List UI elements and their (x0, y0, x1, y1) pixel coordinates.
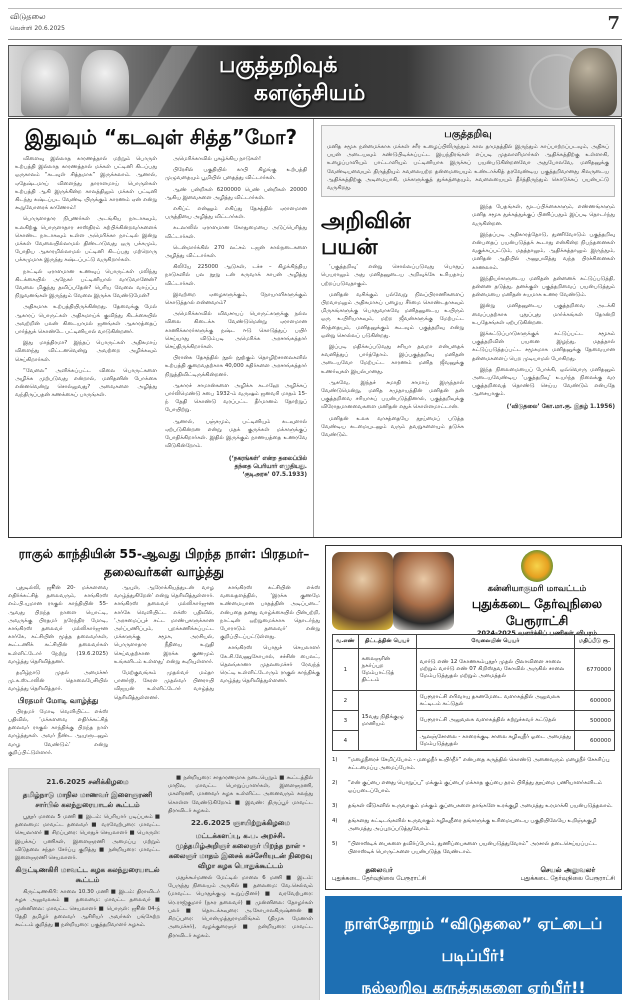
note-number: 1) (332, 757, 338, 763)
paragraph: மேற்குவங்கம் முதல்வர் மம்தா பானர்ஜி, கேரள முதல்வர் பினராயி விஜயன் உள்ளிட்டோர் வாழ்த்து தெரிவித்துள்ளனர். (114, 670, 214, 701)
row-work: பேரூராட்சி எரிவாயு தகனமேடை வளாகத்தில் அலுவலக கட்டிடம் கட்டுதல் (416, 691, 574, 711)
govt-advertisement (325, 545, 622, 890)
paragraph: கிலியே 225000 ஆடுகள், டச்ச – கிழக்கிந்திய நாடுகளில் பல நூறு டன் கருவாக் காபன் அழித்து விட்டார்கள். (165, 264, 307, 287)
note-item (332, 802, 615, 810)
paragraph: ஆகாரச் சாமான்களை அழிக்க கடாஹே அழிக்கப் பார்லிமெண்டு சபை 1932-ம் வருஷம் ஜனவரி மாதம் 15-ந் தேதி கொண்டு வரப்பட்ட தீர்மானம் தோற்றுப் போயிற்று. (165, 382, 307, 414)
row-work: வார்டு எண் 12 கோணகம்புதூர் முதல் பிலாவிளை சாலை மற்றும் வார்டு எண் 07 கிறிஸ்தவ கோவில் அருகில் சாலை மேம்படுத்துதல் மற்றும் அமைத்தல் (416, 649, 574, 691)
event1b-text: கிருட்டிணகிரி: காலை 10.30 மணி ■ இடம்: திராவிடர் கழக அலுவலகம் ■ தலைமை: மாவட்ட தலைவர் ■ முன்னிலை: மாவட்ட செயலாளர் ■ பொருள்: ஜூன் 04-ந் தேதி தமிழர் தலைவர் ஆசிரியர் அவர்கள் பங்கேற்ற கூட்டம் குறித்து ■ நன்றியுரை: பகுத்தறிவாளர் கழகம். (15, 889, 160, 929)
note-number: 2) (332, 780, 338, 786)
row-amount: 6770000 (575, 649, 615, 691)
table-row (333, 691, 615, 711)
ad-notes (332, 756, 615, 863)
events-col1 (15, 774, 160, 1000)
tn-govt-emblem-icon (521, 550, 553, 582)
events-col2 (168, 774, 313, 1000)
rahul-col3 (220, 584, 320, 760)
right-article (315, 119, 621, 537)
event2-title: மட்டக்களப்பு, க.ப. அறச்சி. முத்தமிழ்அறிஞர் கலைஞர் பிறந்த நாள் - கலைஞர் மாதம் இசைக் கச்சேரியுடன் நிறைவு விழா கழக பொதுக்கூட்டம் (168, 832, 313, 871)
issue-date: வெள்ளி 20.6.2025 (10, 25, 65, 32)
signatory-org: புதுக்கடை தேர்வுநிலை பேரூராட்சி (332, 875, 427, 882)
paragraph: இந்தியர்களுடைய மனிதன் தன்னைக் கட்டுப்படுத்தி, தன்னை தடுத்து, தனக்குள் பகுத்தறிவைப் பயன்படுத்தும் தன்மையை மனிதன் சுயமாக உணர வேண்டும். (472, 275, 615, 299)
banner-title-line1: பகுத்தறிவுக் (219, 53, 338, 78)
note-item (332, 756, 615, 772)
paragraph: பிரேசில் பகுதியில் காபி கிழங்கு உற்பத்தி முழுவதையும் பூமியில் புதைத்து விட்டார்கள். (165, 167, 307, 182)
masthead (8, 8, 622, 40)
col-header-amount: மதிப்பீடு ரூ. (575, 635, 615, 649)
credit-line: ‘குடிஅரசு’ 07.5.1933) (242, 471, 307, 478)
paragraph: இக்கட்டுப்பாடுகளுக்குக் கட்டுப்பட்ட சமூகம் பகுத்தறிவின் பயனை இழந்து, மதத்தால் கட்டுப்படுத்தப்பட்ட சமூகமாக மனிதனுக்கு தேவையான தன்மைகளைப் பெற முடியாமல் போகிறது. (472, 331, 615, 362)
paragraph: இந்த பேதங்கள், மூடப்பிக்கைகளும், எண்ணங்களும் மனித சமூக துக்கத்துக்குப் பிணிப்பதும் இப்படி தொடர்ந்து வருகின்றன. (472, 204, 615, 227)
town-panchayat-name: புதுக்கடை தேர்வுநிலை பேரூராட்சி (471, 596, 603, 628)
paragraph: அதிகமாக உற்பத்தியிருக்கின்றது. தேவைக்கு மேல் ஆகாரப் பொருட்கள் அதிகமாய்க் குவிந்து கிடக்கையில் அவற்றின் பலன் கிடையாமல் ஜனங்கள் ஆகாரத்தைப் பார்த்துக் கொண்டே பட்டினியால் வாடுகின்றனர். (15, 304, 157, 336)
table-row (333, 649, 615, 691)
paragraph: ஆனால், பஞ்சமும், பட்டினியும் கடவுளால் ஏற்படுகின்றன என்று மதக் குருக்கள் மக்களுக்குப் போதிக்கிறார்கள். இதில் இருக்கும் நாணயத்தை உணரவே விடுகின்றோம். (165, 418, 307, 450)
banner-title (219, 52, 365, 108)
rahul-col2 (114, 584, 214, 760)
row-work: பேரூராட்சி அலுவலக வளாகத்தில் சுற்றுச்சுவர் கட்டுதல் (416, 711, 574, 731)
note-text: “பிளாஸ்டிக் பைகளை தவிர்ப்போம், துணிப்பைகளை பயன்படுத்துவோம்” அரசால் தடைசெய்யப்பட்ட பிளாஸ்டிக் பொருட்களை பயன்படுத்த வேண்டாம். (348, 841, 597, 855)
promo-line1: நாள்தோறும் “விடுதலை” ஏட்டைப் படிப்பீர்! (344, 914, 603, 965)
signatory-right (521, 866, 615, 883)
paragraph: இன்று மனிதனுடைய பகுத்தறிவை அடக்கி வைப்பதற்காக புதுப்புது மார்க்கங்கள் தோன்றி உபதேசங்கள் ஏற்படுகின்றன. (472, 303, 615, 326)
article-credit: (‘விடுதலை’ கோ.மா.கு. இதழ் 1.1956) (506, 403, 615, 410)
left-article-col1 (15, 155, 157, 479)
district-name: கன்னியாகுமரி மாவட்டம் (487, 584, 587, 594)
paragraph: காங்கிரஸ் கட்சியின் எக்ஸ் வலைதளத்தில், ‘இரக்க குணமே உண்மையான பாதத்தின் அடிப்படை’ என்பதை தனது வாழ்க்கையில் பின்பற்றி, நாட்டின் ஒற்றுமைக்காக தொடர்ந்து போராடும் தலைவர்’ என்று குறிப்பிடப்பட்டுள்ளது. (220, 585, 320, 641)
note-number: 5) (332, 841, 338, 847)
row-amount: 600000 (575, 731, 615, 751)
row-number: 2 (333, 691, 359, 711)
leader-photo-1 (332, 552, 393, 630)
paragraph: நாட்டில் ஏராளமான உணவுப் பொருட்கள் மலிந்து கிடக்கையில் அநேகர் பட்டினியால் வாடுவானேன்? வேலை மிகுந்து தவிப்பதேன்? பெரிய வேலை வாய்ப்பு நிறுவனங்கள் இருந்தும் வேலை இருக்க வேண்டுமேன்? (15, 268, 157, 300)
paragraph: விளைவு இல்லாத காரணத்தால் மற்றும் பொருள் உற்பத்தி இல்லாத காரணத்தால் மக்கள் பட்டினி கிடப்பது ஒருகாலம் “கடவுள் சித்தமாக” இருக்கலாம். ஆனால், ஏதேஷ்டமாய் விளைந்து தாராளமாய் பொருள்கள் உற்பத்தி ஆகி இருக்கின்ற காலத்திலும் மக்கள் பட்டினி கிடந்து கஷ்டப்பட வேண்டி யிருக்கும் காரணம் ஏன் என்று கூறுவோரைக் காணோம்! (15, 156, 157, 212)
left-article-col2 (165, 155, 307, 479)
event1-date: 21.6.2025 சனிக்கிழமை (46, 778, 129, 787)
paragraph: ஆயுள், ஆரோக்கியத்துடன் வாழ வாழ்த்துகிறேன்’ என்று தெரிவித்துள்ளார். காங்கிரஸ் தலைவர் மல்லிகார்ஜுன கார்கே வெளியிட்ட எக்ஸ் பதிவில், ‘அரசமைப்புச் சட்ட மாண்புகளுக்கான அர்ப்பணிப்பும், புறக்கணிக்கப்பட்ட மக்களுக்கு சமூக, அரசியல், பொருளாதார நீதியை உறுதி செய்வதற்கான இரக்க குணமும் உங்களிடம் உள்ளது’ என்று கூறியுள்ளார். (114, 585, 214, 665)
pagutharivu-box (321, 125, 615, 197)
signatory-org: புதுக்கடை தேர்வுநிலை பேரூராட்சி (520, 875, 615, 882)
right-article-col2 (472, 203, 615, 442)
note-text: “என் குப்பை எனது பொறுப்பு” மக்கும் குப்பை/ மக்காத குப்பை தரம் பிரித்து தூய்மை பணியாளர்களிடம் ஒப்படைப்போம். (348, 780, 602, 794)
banner-stripe (119, 46, 209, 116)
event1-title: தமிழ்நாடு மாநில மாணவர் இளைஞரணி சார்பில் கலந்துரையாடல் கூட்டம் (22, 791, 153, 810)
credit-line: தந்தை பெரியார் எழுதியது. (234, 463, 307, 470)
row-number: 1 (333, 649, 359, 691)
event2-date: 22.6.2025 ஞாயிற்றுக்கிழமை (191, 819, 290, 828)
row-scheme: 15வது நிதிக்குழு மானியம் (358, 691, 416, 751)
note-text: தங்களது கட்டிடங்களில் உருவாகும் கழிவுநீரை தங்களுக்கு உரிமையுடைய பகுதியிலேயே உறிஞ்சுகுழி அமைத்து அப்புறப்படுத்துவோம். (348, 818, 597, 832)
portrait-image-1 (21, 50, 69, 116)
signatory-left (332, 866, 426, 883)
paragraph: “வேலை” அளிக்கப்பட்ட விலை பொருட்களை அழிக்க முற்படுவது என்றால், மனிதனின் போக்கை என்னவென்று சொல்லுவது? அவைகளை அழித்து வந்திருப்பதன் கணக்கைப் பாருங்கள். (15, 367, 157, 399)
paragraph: காங்கிரஸ் பொதுச் செயலாளர் கே.சி.வேணுகோபால், சச்சின் பைலட், தெலங்கானா முதலமைச்சர் ரேவந்த் ரெட்டி உள்ளிட்டோரும் ராகுல் காந்திக்கு வாழ்த்து தெரிவித்துள்ளனர். (220, 645, 320, 685)
paragraph: கடலாலில் ஏராளமான கோதுமையை அடுப்பெரித்து விட்டார்கள். (165, 225, 307, 240)
left-article (9, 119, 314, 537)
leaders-photo (332, 552, 454, 630)
signatory-title: தலைவர் (365, 866, 393, 874)
note-text: தங்கள் வீடுகளில் உருவாகும் மக்கும் குப்பைகளை தாங்களே உரக்குழி அமைத்து உரமாக்கி பயன்படுத்தலாம். (348, 803, 613, 809)
row-amount: 600000 (575, 691, 615, 711)
credit-line: (‘நகரங்கள்’ என்ற தலைப்பில் (228, 455, 307, 462)
note-number: 3) (332, 803, 338, 809)
event-col2-text: ■ நன்றியுரை: சாதாரணமாக நடைபெறும் ■ கூட்டத்தில் மாநில, மாவட்ட பொறுப்பாளர்கள், இளைஞரணி, மகளிரணி, மாணவர் கழக உள்ளிட்ட அனைவரும் கலந்து கொள்ள வேண்டுகிறோம் ■ இவண்: திருப்பூர் மாவட்ட திராவிடர் கழகம். (168, 775, 313, 814)
paragraph: மனிதன் உலக வாசத்தையே தூய்மைப் படுத்த வேண்டிய கடமையுடனும் வரும் தவறுகளையும் தடுக்க வேண்டும். (321, 415, 464, 439)
paragraph: பிரதமர் மோடி வெளியிட்ட எக்ஸ் பதிவில், ‘மக்களவை எதிர்க்கட்சித் தலைவர் ராகுல் காந்திக்கு பிறந்த நாள் வாழ்த்துகள். அவர் நீண்ட ஆயுளுடனும் வாழ வேண்டும்’ என்று குறிப்பிட்டுள்ளார். (8, 708, 108, 756)
rahul-article-headline: ராகுல் காந்தியின் 55-ஆவது பிறந்த நாள்: பிரதமர்–தலைவர்கள் வாழ்த்து (18, 546, 310, 579)
row-work: ஆலஞ்சோலை - காரைக்குடி சாலை கழிவுநீர் ஓடை அமைத்து மேம்படுத்துதல் (416, 731, 574, 751)
year-line: 2024-2025 வளர்ச்சிப் பணிகள் விபரம் (476, 629, 598, 637)
page-number: 7 (607, 13, 620, 34)
note-item (332, 817, 615, 833)
note-item (332, 840, 615, 856)
signatory-title: செயல் அலுவலர் (540, 866, 596, 874)
events-box (8, 768, 320, 1000)
paragraph: டென்மார்க்கில் 270 லட்சம் டஜன் கால்நடைகளை அழித்து விட்டார்கள். (165, 244, 307, 260)
event2-text: மதுக்கூர்மணல் மேட்டில் மாலை 6 மணி ■ இடம்: பேருந்து நிலையம் அருகில் ■ தலைமை: வே.செல்வம் (மாவட்ட பொதுக்குழு உறுப்பினர்) ■ வரவேற்புரை: ரெ.ராஜ்குமார் (நகர தலைவர்) ■ முன்னிலை: தோழர்கள் பலர் ■ தொடக்கவுரை: அ.கோபாலகிருஷ்ணன் ■ சிறப்புரை: பொன்முத்துராமலிங்கம் (திமுக மேனாள் அமைச்சர்), வழக்குரைஞர் ■ நன்றியுரை: மாவட்ட திராவிடர் கழகம். (168, 875, 313, 939)
pagutharivu-heading: பகுத்தறிவு (444, 129, 492, 140)
rahul-article (8, 545, 320, 1000)
left-article-headline: இதுவும் “கடவுள் சித்த”மோ? (24, 125, 298, 149)
note-text: “மழைநீரைச் சேமிப்போம் - மழைநீர் உயிர்நீர்” என்பதை கருத்தில் கொண்டு அனைவரும் மழைநீர் சேகரிப்பு கட்டமைப்பு அமைப்போம். (348, 757, 610, 771)
section-banner (8, 45, 622, 117)
paragraph: மனிதன் வசிக்கும் பல்வேறு நிலப்பிராணிகளைப் பிறவாமலும் அதிகமாகப் பழைய சீர்மை கொண்டதாகவும் மிருகங்களுக்கு பொதுவாகவே மனிதனுடைய உயிரும் ஒரு உயிரியாகவும், மற்ற ஜீவன்களுக்கு மேற்பட்ட சிரத்தையும், மனிதனுக்கும் கூடவும் பகுத்தறிவு என்று ஒன்று சொல்லப் படுகின்றது. (321, 291, 464, 339)
top-articles-section (8, 118, 622, 538)
paper-name: விடுதலை (10, 12, 46, 21)
paragraph: ‘பகுத்தறிவு’ என்று சொல்லப்படுவது பொதுப் பெயராலும் அது மனிதனுடைய அறிவுக்கே உரியதாய் பற்றப்படுவதாகும். (321, 264, 464, 287)
pagutharivu-text: மனித சமூக நன்மைக்காக மக்கள் சரீர உழைப்பிலிருந்தும் கால தாமதத்தில் இருந்தும் காப்பாற்றப்படவும், அதிகப் பயன் அடையவும் கண்டுபிடிக்கப்பட்ட இயந்திரங்கள் எப்படி முதலாளிமார்கள் ஆதிக்கத்திற்கு உள்ளாகி, உழைப்பாளியும் பாட்டாளியும் பட்டினியாக இருக்கப் பயன்படுகின்றனவோ அதுபோலவே, மனிதனுக்கு வேண்டியவையும் திருத்தியும் கவலையற்ற தன்மையையும் உண்டாக்கித் தரவேண்டிய பகுத்தறிவானது சிலருடைய ஆதிக்கத்திற்கு அடிமையாகி, மக்களுக்குத் துக்கத்தையும், கவலையையும் தீர்த்திருந்தும் கொடுக்கப் பயன்பட்டு வருகிறது. (327, 144, 609, 192)
article-credit (165, 455, 307, 479)
paragraph: இவற்றை ஏழைகளுக்கும், நோயாளிகளுக்கும் கொடுத்தால் என்னவாம்? (165, 291, 307, 307)
paragraph: அமெரிக்காவில் புகழ்க்கிய நாடுகள்! (173, 156, 261, 162)
col-header-work: வேலையின் பெயர் (416, 635, 574, 649)
banner-title-line2: களஞ்சியம் (254, 81, 366, 106)
row-scheme: கலைஞரின் நகர்ப்புற மேம்பாட்டுத் திட்டம் (358, 649, 416, 691)
paragraph: இது மாத்திரமா? இந்தப் பொருட்கள் அதிகமாய் விளைந்து விட்டனவென்று அவற்றை அழிக்கவும் செய்கிறார்கள். (15, 340, 157, 363)
signatories (332, 866, 615, 883)
rahul-subhead: பிரதமர் மோடி வாழ்த்து (17, 695, 99, 705)
leader-photo-2 (393, 552, 454, 630)
col-header-scheme: திட்டத்தின் பெயர் (358, 635, 416, 649)
right-article-headline: அறிவின் பயன் (321, 209, 411, 261)
event1b-title: கிருட்டிணகிரி மாவட்ட கழக கலந்துரையாடல் கூட்டம் (15, 866, 160, 885)
paragraph: தமிழ்நாடு முதல் அமைச்சர் மு.க.ஸ்டாலின் தொலைபேசியில் வாழ்த்து தெரிவித்தார். (8, 670, 108, 693)
row-number: 3 (333, 711, 359, 731)
thinker-statue-image (569, 48, 617, 116)
paragraph: இந்த நிலைமையைப் போக்கி, ஒவ்வொரு மனிதனும் அடையவேண்டிய ‘பகுத்தறிவு’ உயர்ந்த நிலைக்கு வர பகுத்தறிவைத் தொண்டு செய்ய வேண்டும் என்பதே ஆசையாகும். (472, 366, 615, 398)
paragraph: பிரான்சு தேசத்தில் நூல் நூற்கும் தொழிற்சாலைகளில் உற்பத்தி குறைவதற்காக 40,000 கதிர்களை அரசாங்கத்தார் நிறுத்திவிட்டிருக்கின்றனர். (165, 355, 307, 378)
govt-ad-title (458, 584, 616, 638)
row-amount: 500000 (575, 711, 615, 731)
paragraph: ஆகவே, இந்தச் சமாதி சாமாய் இருந்தால் வேண்டுமென்று, மனித சமுதாயத்தின் மனிதன் தன் பகுத்தறிவை சரியாகப் பயன்படுத்தினால், பகுத்தறிவுக்கு விரோதமானவைகளை மனிதன் எதுக் கொள்ளமாட்டான். (321, 379, 464, 411)
right-article-col1 (321, 203, 464, 442)
note-number: 4) (332, 818, 338, 824)
note-item (332, 779, 615, 795)
paragraph: புதுடில்லி, ஜூன் 20- மக்களவை எதிர்க்கட்சித் தலைவரும், காங்கிரஸ் எம்.பி.யுமான ராகுல் காந்தியின் 55-ஆவது பிறந்த நாளை யொட்டி, அவருக்கு பிரதமர் நரேந்திர மோடி, காங்கிரஸ் தலைவர் மல்லிகார்ஜுன கார்கே, கட்சியின் மூத்த தலைவர்கள், கூட்டணிக் கட்சியின் தலைவர்கள் உள்ளிட்டோர் நேற்று (19.6.2025) வாழ்த்து தெரிவித்தனர். (8, 585, 108, 665)
promo-banner (325, 896, 622, 997)
paragraph: இப்படி மதிக்கப்படுவது சரியா தவறா என்பதைக் கவனித்துப் பார்த்தோம். இப்பகுத்தறிவு மனிதன் அடையவோ மேற்பட்ட காரணம் மனித ஜீவனுக்கு உணர்வுகள் இயல்பானது. (321, 344, 464, 375)
row-number: 4 (333, 731, 359, 751)
table-header-row (333, 635, 615, 649)
promo-line2: நல்லறிவு கருத்துகளை ஏற்பீர்!! (361, 978, 586, 997)
works-table (332, 634, 615, 751)
paragraph: ஆண் பன்றிகள் 6200000 பெண் பன்றிகள் 20000 ஆகிய இவைகளை அழித்து விட்டார்கள். (165, 186, 307, 201)
event1-text: பூதூர் மாலை 5 மணி ■ இடம்: பெரியார் படிப்பகம் ■ தலைமை: மாவட்ட தலைவர் ■ வரவேற்புரை: மாவட்ட செயலாளர் ■ சிறப்புரை: பொதுச் செயலாளர் ■ பொருள்: இயக்கப் பணிகள், இளைஞரணி அமைப்பு மற்றும் விடுதலை சந்தா சேர்ப்பு குறித்து ■ நன்றியுரை: மாவட்ட இளைஞரணி செயலாளர். (15, 814, 160, 862)
paragraph: எகிப்ட் என்னும் எகிப்து தேசத்தில் ஏராளமான பருத்தியை அழித்து விட்டார்கள். (165, 206, 307, 221)
col-header-sno: வ.எண் (333, 635, 359, 649)
paragraph: பொருளாதார நிபுணர்கள் அடங்கிய நாடாகவும், உலகிற்கு பொருளாதார சாஸ்திரம் கற்பிக்கின்றவர்களைக் கொண்ட நாடாகவும் உள்ள அமெரிக்கா நாட்டில் இன்று மக்கள் வேலையில்லாமல் திண்டாடுவது ஒரு பக்கமும், போதிய ஆகாரமில்லாமல் பட்டினி கிடப்பது மற்றொரு பக்கமுமாக இருந்து கஷ்டப்பட்டு வருகிறார்கள். (15, 216, 157, 264)
paragraph: அமெரிக்காவில் விவசாயப் பொருட்களுக்கு நல்ல விலை கிடைக்க வேண்டுமென்று ஏராளமான காணிக்காரர்களுக்கு நஷ்ட ஈடு கொடுத்துப் பயிர் செய்யாது விடும்படி அமெரிக்க அரசாங்கத்தார் செய்திருக்கிறார்கள். (165, 311, 307, 351)
rahul-col1 (8, 584, 108, 760)
paragraph: இந்தப்படி அதிகாரத்தோடு, துணிவோடும் பகுத்தறிவு என்பதைப் பயன்படுத்தக் கூடாது என்கின்ற நிபந்தனைகள் வகுக்கப்பட்டும், மதத்தாலும், ஆதிக்கத்தாலும் இருந்தும், மனிதன் ஆதியில் அனுபவித்து வந்த பிரச்சினைகள் காணலாம். (472, 231, 615, 271)
